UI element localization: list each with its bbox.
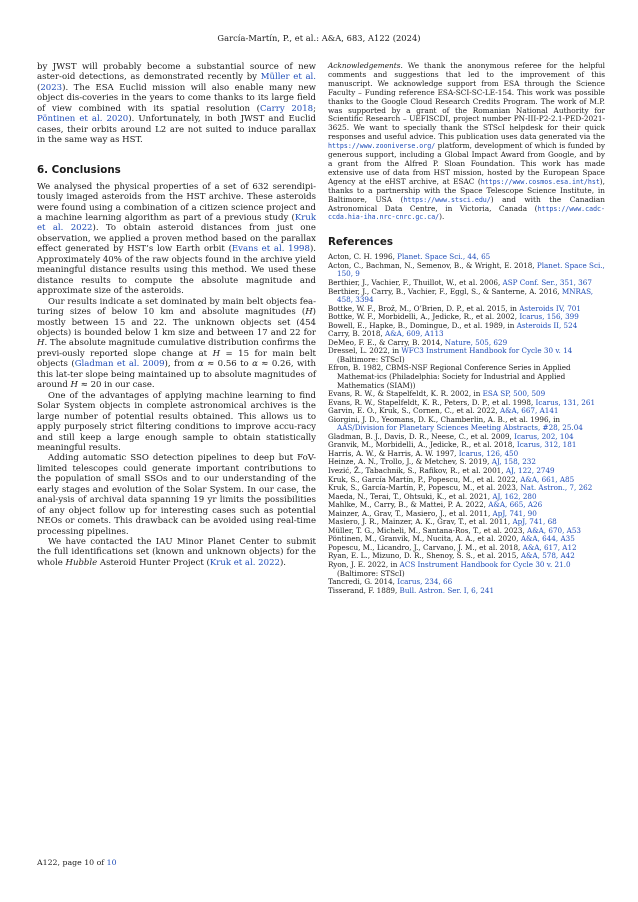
italic-text: H xyxy=(37,338,45,349)
italic-text: H xyxy=(305,307,313,318)
reference-list xyxy=(328,253,605,595)
text-run: Mainzer, A., Grav, T., Masiero, J., et al. 2011, xyxy=(328,508,493,518)
text-run: Pöntinen, M., Granvik, M., Nucita, A. A., et al. 2020, xyxy=(328,534,521,544)
text-run: Gladman, B. J., Davis, D. R., Neese, C., et al. 2009, xyxy=(328,431,515,441)
text-run: Evans, R. W., Stapelfeldt, K. R., Peters, D. P., et al. 1998, xyxy=(328,397,536,407)
citation-link[interactable]: Asteroids IV, 701 xyxy=(519,303,581,313)
text-run: Acton, C. H. 1996, xyxy=(328,252,398,262)
citation-link[interactable]: Gladman et al. 2009 xyxy=(74,359,165,370)
citation-link[interactable]: Asteroids II, 524 xyxy=(516,320,578,330)
citation-link[interactable]: A&A, 667, A141 xyxy=(499,406,559,416)
page-footer xyxy=(37,858,117,867)
reference-entry xyxy=(328,416,605,433)
citation-link[interactable]: Planet. Space Sci., 150, 9 xyxy=(337,260,605,279)
intro-paragraph xyxy=(37,62,316,146)
text-run: Garvin, E. O., Kruk, S., Cornen, C., et al. 2022, xyxy=(328,406,500,416)
citation-link[interactable]: Planet. Space Sci., 44, 65 xyxy=(397,252,491,262)
citation-link[interactable]: Icarus, 126, 450 xyxy=(458,448,519,458)
text-run: ; xyxy=(313,103,316,114)
text-run: Heinze, A. N., Trollo, J., & Metchev, S. 2019, xyxy=(328,457,492,467)
citation-link[interactable]: Nat. Astron., 7, 262 xyxy=(520,483,593,493)
references-heading: References xyxy=(328,236,393,249)
text-run: Efron, B. 1982, CBMS-NSF Regional Conference Series in Applied Mathemat-ics (Philadelphia: Society for Industrial and Applied Mathematics (SIAM)) xyxy=(328,363,571,390)
conclusions-heading: 6. Conclusions xyxy=(37,163,121,176)
url-link[interactable]: https://www.cadc-ccda.hia-iha.nrc-cnrc.gc.ca/ xyxy=(328,204,605,222)
text-run: Berthier, J., Vachier, F., Thuillot, W., et al. 2006, xyxy=(328,277,503,287)
text-run: ≈ 0.56 to xyxy=(203,359,253,370)
citation-link[interactable]: Carry 2018 xyxy=(260,103,314,114)
text-run: Mahlke, M., Carry, B., & Mattei, P. A. 2022, xyxy=(328,500,489,510)
reference-entry xyxy=(328,288,605,305)
citation-link[interactable]: WFC3 Instrument Handbook for Cycle 30 v. 14 xyxy=(401,346,573,356)
text-run: ), from xyxy=(164,359,198,370)
text-run: We thank the anonymous referee for the helpful comments and suggestions that led to the improvement of this manuscript. We acknowledge support from ESA through the Science Faculty – Funding reference ESA-SCI-SC-LE-154. This work was possible thanks to the Google Cloud Research Credits Program. The work of M.P. was supported by a grant of the Romanian National Authority for Scientific Research – UEFISCDI, project number PN-III-P2-2.1-PED-2021-3625. We want to specially thank the STScI helpdesk for their quick responses and useful advice. This publication uses data generated via the xyxy=(328,61,605,142)
text-run: ). Unfortunately, in both JWST and Euclid cases, their orbits around L2 are not suited to induce parallax in the same way as HST. xyxy=(37,114,317,146)
citation-link[interactable]: A&A, 617, A12 xyxy=(522,542,577,552)
text-run: ≈ 0.26, with this lat-ter slope being maintained up to absolute magnitudes of around xyxy=(37,359,317,391)
text-run: Tancredi, G. 2014, xyxy=(328,577,398,587)
italic-text: Acknowledgements. xyxy=(328,61,403,70)
citation-link[interactable]: A&A, 609, A113 xyxy=(385,329,444,339)
citation-link[interactable]: Nature, 505, 629 xyxy=(444,337,508,347)
text-run: Ryan, E. L., Mizuno, D. R., Shenoy, S. S., et al. 2015, xyxy=(328,551,521,561)
citation-link[interactable]: ACS Instrument Handbook for Cycle 30 v. 21.0 xyxy=(399,560,571,569)
text-run: Granvik, M., Morbidelli, A., Jedicke, R., et al. 2018, xyxy=(328,440,517,450)
footer-total-pages-link[interactable]: 10 xyxy=(106,858,117,867)
citation-link[interactable]: Icarus, 312, 181 xyxy=(516,440,577,450)
reference-entry xyxy=(328,262,605,279)
citation-link[interactable]: A&A, 661, A85 xyxy=(520,474,575,484)
citation-link[interactable]: Icarus, 202, 104 xyxy=(514,431,574,441)
text-run: ) and with the Canadian Astronomical Data Centre, in Victoria, Canada ( xyxy=(328,194,605,213)
conclusions-paragraph-5 xyxy=(37,537,316,568)
conclusions-paragraph-4 xyxy=(37,453,316,537)
text-run: Harris, A. W., & Harris, A. W. 1997, xyxy=(328,448,459,458)
text-run: ), thanks to a partnership with the Space Telescope Science Institute, in Baltimore, USA ( xyxy=(328,176,605,204)
text-run: Masiero, J. R., Mainzer, A. K., Grav, T., et al. 2011, xyxy=(328,517,513,527)
citation-link[interactable]: A&A, 644, A35 xyxy=(520,534,575,544)
text-run: (Baltimore: STScI) xyxy=(337,354,405,364)
reference-entry xyxy=(328,347,605,364)
citation-link[interactable]: Müller et al. xyxy=(260,72,316,83)
citation-link[interactable]: AJ, 158, 232 xyxy=(491,457,536,467)
conclusions-paragraph-1 xyxy=(37,182,316,297)
citation-link[interactable]: 2023 xyxy=(40,82,63,93)
text-run: ( xyxy=(37,82,41,93)
conclusions-paragraph-3 xyxy=(37,391,316,454)
acknowledgements xyxy=(328,62,605,222)
text-run: Evans, R. W., & Stapelfeldt, K. R. 2002, in xyxy=(328,389,483,399)
text-run: Asteroid Hunter Project ( xyxy=(97,557,210,568)
citation-link[interactable]: A&A, 670, A53 xyxy=(527,525,582,535)
text-run: We analysed the physical properties of a set of 632 serendipi-tously imaged asteroids from the HST archive. These asteroids were found using a combination of a citizen science project and a machine learning algorithm as part of a previous study ( xyxy=(37,181,316,223)
text-run: . The absolute magnitude cumulative distribution confirms the previ-ously reported slope change at xyxy=(37,338,316,359)
text-run: DeMeo, F. E., & Carry, B. 2014, xyxy=(328,337,445,347)
text-run: Popescu, M., Licandro, J., Carvano, J. M., et al. 2018, xyxy=(328,542,523,552)
conclusions-paragraph-2 xyxy=(37,297,316,391)
citation-link[interactable]: Bull. Astron. Ser. I, 6, 241 xyxy=(399,585,495,595)
text-run: Acton, C., Bachman, N., Semenov, B., & Wright, E. 2018, xyxy=(328,260,537,270)
reference-entry xyxy=(328,364,605,390)
text-run: Kruk, S., García-Martín, P., Popescu, M., et al. 2023, xyxy=(328,483,521,493)
citation-link[interactable]: Icarus, 131, 261 xyxy=(535,397,596,407)
citation-link[interactable]: MNRAS, 458, 3394 xyxy=(337,286,594,305)
text-run: Kruk, S., García Martín, P., Popescu, M., et al. 2022, xyxy=(328,474,521,484)
citation-link[interactable]: ApJ, 741, 68 xyxy=(512,517,557,527)
text-run: Giorgini, J. D., Yeomans, D. K., Chamberlin, A. B., et al. 1996, in xyxy=(328,414,561,424)
citation-link[interactable]: Pöntinen et al. 2020 xyxy=(37,114,129,125)
citation-link[interactable]: Kruk et al. 2022 xyxy=(209,557,280,568)
citation-link[interactable]: ASP Conf. Ser., 351, 367 xyxy=(502,277,592,287)
text-run: Our results indicate a set dominated by main belt objects fea-turing sizes of below 10 km and absolute magnitudes ( xyxy=(37,296,316,318)
footer-label: A122, page 10 of xyxy=(37,858,107,867)
left-column xyxy=(37,62,316,568)
reference-entry xyxy=(328,587,605,596)
text-run: ). xyxy=(439,212,445,222)
text-run: ). The ESA Euclid mission will also enable many new object dis-coveries in the years to come thanks to its large field of view combined with its spatial resolution ( xyxy=(37,82,316,114)
text-run: One of the advantages of applying machine learning to find Solar System objects in complete astronomical archives is the large number of potential results obtained. This allows us to apply purposely strict filtering conditions to improve accu-racy and still keep a large enough sample to obtain statistically meaningful results. xyxy=(37,390,316,453)
text-run: = 15 for main belt objects ( xyxy=(37,348,316,370)
italic-text: H xyxy=(212,348,221,359)
text-run: platform, development of which is funded by generous support, including a Global Impact Award from Google, and by a grant from the Alfred P. Sloan Foundation. This work has made extensive use of data from HST mission, hosted by the European Space Agency at the eHST archive, at ESAC ( xyxy=(328,141,605,186)
text-run: Bottke, W. F., Morbidelli, A., Jedicke, R., et al. 2002, xyxy=(328,312,520,322)
citation-link[interactable]: AJ, 122, 2749 xyxy=(505,465,555,475)
citation-link[interactable]: Icarus, 234, 66 xyxy=(397,577,453,587)
text-run: Müller, T. G., Micheli, M., Santana-Ros, T., et al. 2023, xyxy=(328,525,528,535)
text-run: Bowell, E., Hapke, B., Domingue, D., et al. 1989, in xyxy=(328,320,517,330)
citation-link[interactable]: AJ, 162, 280 xyxy=(492,491,537,501)
text-run: ). Approximately 40% of the raw objects found in the archive yield meaningful distance results using this method. We used these distance results to compute the absolute magnitude and approximate size of the asteroids. xyxy=(37,244,316,297)
text-run: Maeda, N., Terai, T., Ohtsuki, K., et al. 2021, xyxy=(328,491,493,501)
text-run: by JWST will probably become a substantial source of new aster-oid detections, as demonstrated recently by xyxy=(37,62,316,83)
citation-link[interactable]: Kruk et al. 2022 xyxy=(37,212,316,234)
text-run: ). xyxy=(279,557,287,568)
right-column xyxy=(328,62,605,595)
reference-entry xyxy=(328,561,605,578)
text-run: Adding automatic SSO detection pipelines to deep but FoV-limited telescopes could generate important contributions to the population of small SSOs and to our understanding of the early stages and evolution of the Solar System. In our case, the anal-ysis of archival data spanning 19 yr limits the possibilities of any object follow up for interesting cases such as potential NEOs or comets. This drawback can be avoided using real-time processing pipelines. xyxy=(37,453,316,537)
italic-text: α xyxy=(252,359,258,370)
text-run: ≈ 20 in our case. xyxy=(78,380,155,391)
text-run: ) mostly between 15 and 22. The unknown objects set (454 objects) is bounded below 1 km size and between 17 and 22 for xyxy=(37,307,316,338)
running-head: García-Martín, P., et al.: A&A, 683, A122 (2024) xyxy=(217,33,421,43)
citation-link[interactable]: A&A, 665, A26 xyxy=(488,500,543,510)
citation-link[interactable]: Evans et al. 1998 xyxy=(231,244,310,255)
text-run: We have contacted the IAU Minor Planet Center to submit the full identifications set (known and unknown objects) for the whole xyxy=(37,537,316,568)
text-run: Tisserand, F. 1889, xyxy=(328,585,400,595)
url-link[interactable]: https://www.cosmos.esa.int/hst xyxy=(480,177,600,186)
text-run: Ivezić, Ž., Tabachnik, S., Rafikov, R., et al. 2001, xyxy=(328,465,506,475)
citation-link[interactable]: ESA SP, 500, 509 xyxy=(482,389,546,399)
italic-text: α xyxy=(197,359,204,370)
citation-link[interactable]: A&A, 578, A42 xyxy=(520,551,575,561)
italic-text: Hubble xyxy=(65,557,98,568)
text-run: Ryon, J. E. 2022, in xyxy=(328,560,400,569)
italic-text: H xyxy=(70,380,78,391)
text-run: ). To obtain asteroid distances from just one observation, we applied a proven method based on the parallax effect generated by HST’s low Earth orbit ( xyxy=(37,223,316,255)
citation-link[interactable]: AAS/Division for Planetary Sciences Meeting Abstracts, #28, 25.04 xyxy=(337,423,583,433)
text-run: (Baltimore: STScI) xyxy=(337,568,405,578)
url-link[interactable]: https://www.stsci.edu/ xyxy=(403,195,491,204)
url-link[interactable]: https://www.zooniverse.org/ xyxy=(328,142,436,151)
text-run: Carry, B. 2018, xyxy=(328,329,386,339)
citation-link[interactable]: Icarus, 156, 399 xyxy=(519,312,579,322)
text-run: Bottke, W. F., Brož, M., O’Brien, D. P., et al. 2015, in xyxy=(328,303,520,313)
citation-link[interactable]: ApJ, 741, 90 xyxy=(492,508,537,518)
text-run: Dressel, L. 2022, in xyxy=(328,346,402,356)
text-run: Berthier, J., Carry, B., Vachier, F., Eggl, S., & Santerne, A. 2016, xyxy=(328,286,562,296)
